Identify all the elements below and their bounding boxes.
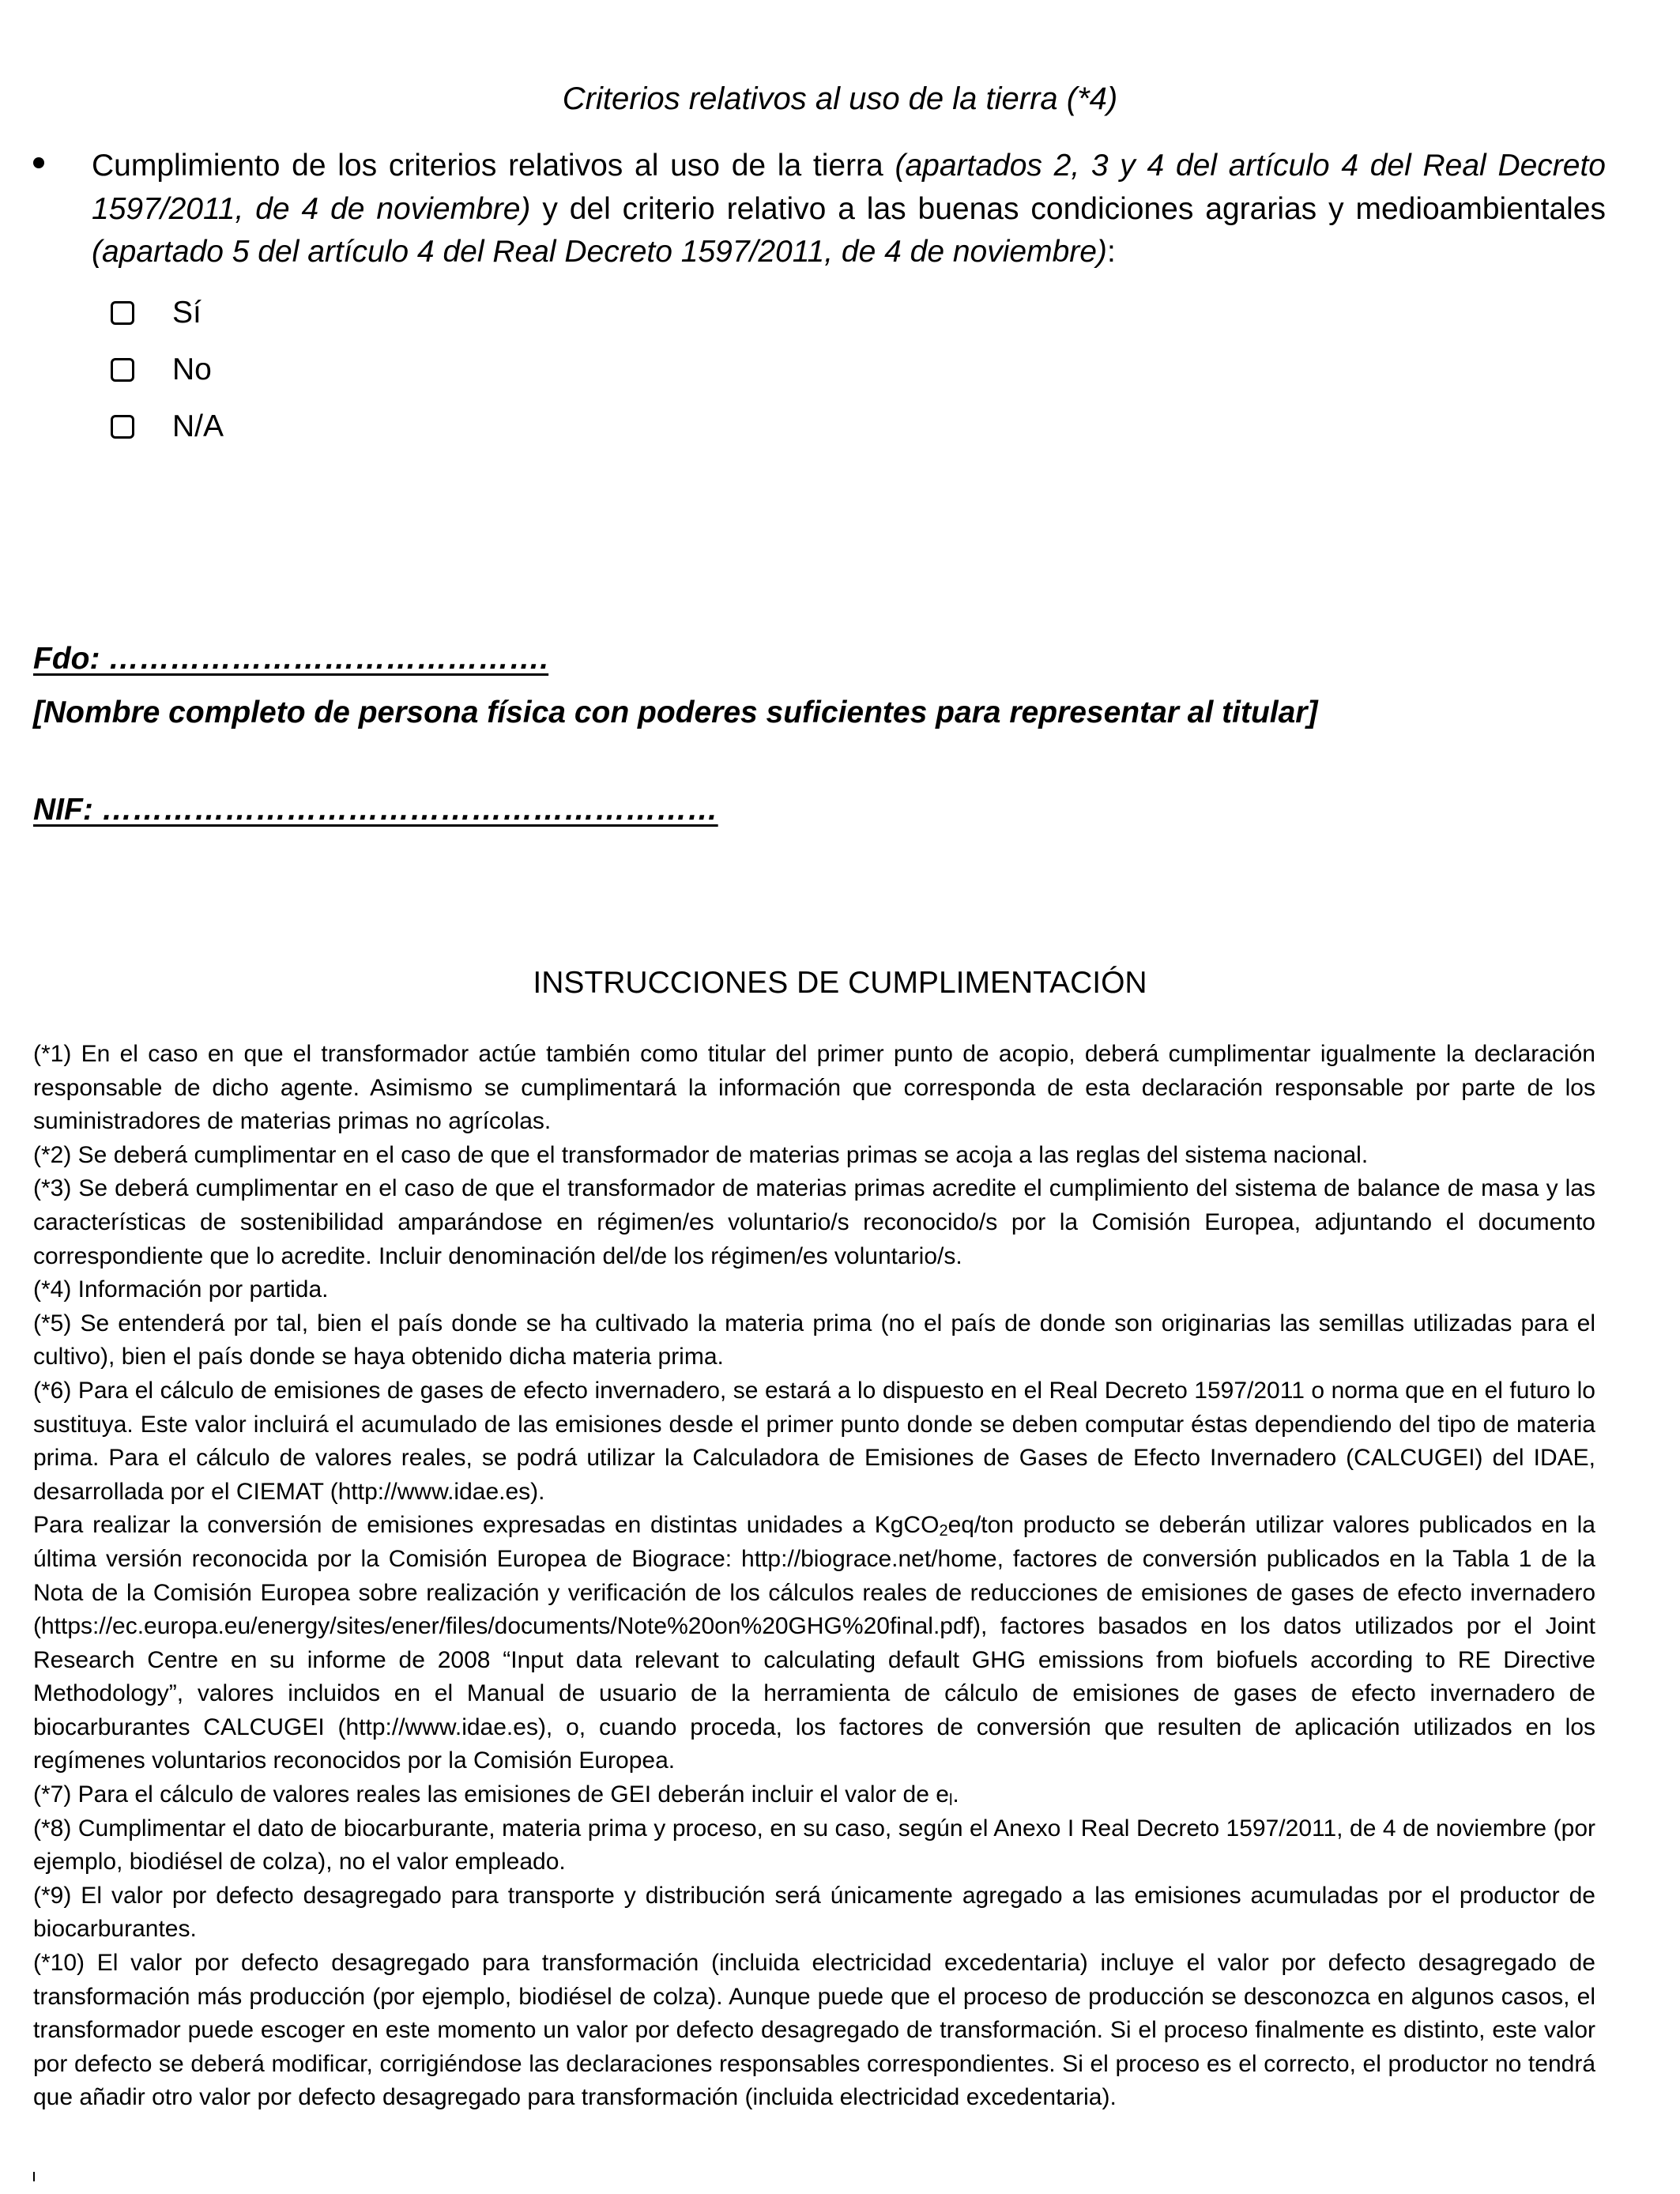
- signature-nif-line: NIF: ……………………………………………………: [33, 793, 718, 827]
- note-8: (*8) Cumplimentar el dato de biocarburante, materia prima y proceso, en su caso, según el Anexo I Real Decreto 1597/2011, de 4 de noviembre (por ejemplo, biodiésel de colza), no el valor empleado.: [33, 1815, 1595, 1875]
- note-1: (*1) En el caso en que el transformador actúe también como titular del primer punto de acopio, deberá cumplimentar igualmente la declaración responsable de dicho agente. Asimismo se cumplimentará la información que corresponda de esta declaración responsable por parte de los suministradores de materias primas no agrícolas.: [33, 1041, 1595, 1135]
- note-5: (*5) Se entenderá por tal, bien el país donde se ha cultivado la materia prima (no el país de donde son originarias las semillas utilizadas para el cultivo), bien el país donde se haya obtenido dicha materia prima.: [33, 1310, 1595, 1370]
- signature-fdo-line: Fdo: …………………………………….: [33, 642, 549, 676]
- note-6: (*6) Para el cálculo de emisiones de gases de efecto invernadero, se estará a lo dispuesto en el Real Decreto 1597/2011 o norma que en el futuro lo sustituya. Este valor incluirá el acumulado de las emisiones desde el primer punto donde se deben computar éstas dependiendo del tipo de materia prima. Para el cálculo de valores reales, se podrá utilizar la Calculadora de Emisiones de Gases de Efecto Invernadero (CALCUGEI) del IDAE, desarrollada por el CIEMAT (http://www.idae.es).: [33, 1377, 1595, 1505]
- option-si[interactable]: [111, 285, 224, 341]
- note-6-conversion: [33, 1509, 1595, 1778]
- note-3: (*3) Se deberá cumplimentar en el caso de que el transformador de materias primas acredite el cumplimiento del sistema de balance de masa y las características de sostenibilidad amparándose en régimen/es voluntario/s reconocido/s por la Comisión Europea, adjuntando el documento correspondiente que lo acredite. Incluir denominación del/de los régimen/es voluntario/s.: [33, 1175, 1595, 1269]
- note-text-part: eq/ton producto se deberán utilizar valores publicados en la última versión reconocida por la Comisión Europea de Biograce: http://biograce.net/home, factores de conversión publicados en la Tabla 1 de la Nota de la Comisión Europea sobre realización y verificación de los cálculos reales de reducciones de emisiones de gases de efecto invernadero (https://ec.europa.eu/energy/sites/ener/files/documents/Note%20on%20GHG%20final.pdf), factores basados en los datos utilizados por el Joint Research Centre en su informe de 2008 “Input data relevant to calculating default GHG emissions from biofuels according to RE Directive Methodology”, valores incluidos en el Manual de usuario de la herramienta de cálculo de emisiones de gases de efecto invernadero de biocarburantes CALCUGEI (http://www.idae.es), o, cuando proceda, los factores de conversión que resulten de aplicación utilizados en los regímenes voluntarios reconocidos por la Comisión Europea.: [33, 1512, 1595, 1774]
- page-edge-mark: [33, 2172, 35, 2181]
- note-10: (*10) El valor por defecto desagregado para transformación (incluida electricidad excedentaria) incluye el valor por defecto desagregado de transformación más producción (por ejemplo, biodiésel de colza). Aunque puede que el proceso de producción se desconozca en algunos casos, el transformador puede escoger en este momento un valor por defecto desagregado de transformación. Si el proceso finalmente es distinto, este valor por defecto se deberá modificar, corrigiéndose las declaraciones responsables correspondientes. Si el proceso es el correcto, el productor no tendrá que añadir otro valor por defecto desagregado para transformación (incluida electricidad excedentaria).: [33, 1950, 1595, 2111]
- note-text-part: .: [952, 1781, 959, 1808]
- subscript: 2: [939, 1522, 948, 1540]
- criteria-text-part: :: [1106, 235, 1116, 269]
- option-label: Sí: [172, 296, 202, 330]
- criteria-bullet-item: [33, 145, 1606, 274]
- bullet-icon: [33, 157, 44, 168]
- option-label: No: [172, 352, 212, 386]
- note-9: (*9) El valor por defecto desagregado para transporte y distribución será únicamente agregado a las emisiones acumuladas por el productor de biocarburantes.: [33, 1882, 1595, 1943]
- instructions-notes: [33, 1038, 1595, 2115]
- criteria-reference-italic: (apartado 5 del artículo 4 del Real Decreto 1597/2011, de 4 de noviembre): [92, 235, 1107, 269]
- instructions-title: INSTRUCCIONES DE CUMPLIMENTACIÓN: [533, 966, 1147, 1000]
- note-text-part: Para realizar la conversión de emisiones expresadas en distintas unidades a KgCO: [33, 1512, 940, 1539]
- criteria-text: [92, 145, 1606, 274]
- note-text-part: (*7) Para el cálculo de valores reales las emisiones de GEI deberán incluir el valor de e: [33, 1781, 949, 1808]
- option-no[interactable]: [111, 341, 224, 398]
- option-na[interactable]: [111, 398, 224, 455]
- criteria-text-part: Cumplimiento de los criterios relativos al uso de la tierra: [92, 149, 895, 183]
- signature-name-hint: [Nombre completo de persona física con poderes suficientes para representar al titular]: [33, 696, 1318, 729]
- checkbox-icon[interactable]: [111, 415, 134, 439]
- answer-options: [111, 285, 224, 455]
- note-4: (*4) Información por partida.: [33, 1276, 329, 1303]
- note-7: [33, 1778, 1595, 1812]
- checkbox-icon[interactable]: [111, 358, 134, 382]
- option-label: N/A: [172, 409, 224, 443]
- note-2: (*2) Se deberá cumplimentar en el caso de que el transformador de materias primas se acoja a las reglas del sistema nacional.: [33, 1141, 1369, 1168]
- checkbox-icon[interactable]: [111, 301, 134, 325]
- criteria-reference-italic: (apartados 2, 3 y 4 del artículo 4 del Real Decreto 1597/2011, de 4 de noviembre): [92, 149, 1606, 226]
- section-heading: Criterios relativos al uso de la tierra (*4): [562, 81, 1118, 116]
- subscript: l: [948, 1792, 953, 1810]
- criteria-text-part: y del criterio relativo a las buenas condiciones agrarias y medioambientales: [530, 191, 1606, 226]
